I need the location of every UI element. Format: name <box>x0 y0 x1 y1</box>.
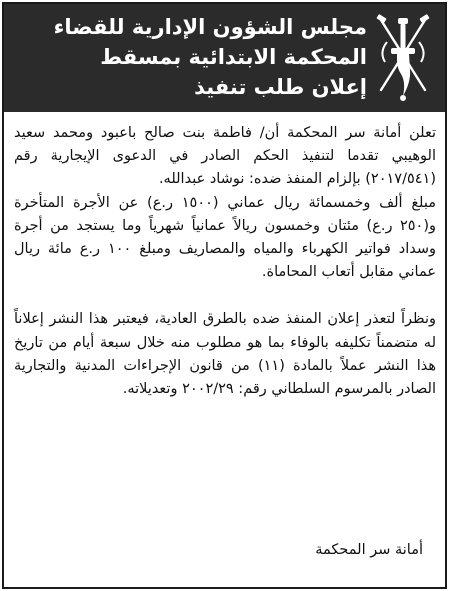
council-title: مجلس الشؤون الإدارية للقضاء <box>53 15 367 39</box>
body-paragraph-notice: ونظراً لتعذر إعلان المنفذ ضده بالطرق العادية، فيعتبر هذا النشر إعلاناً له متضمناً تكليفه بالوفاء بما هو مطلوب منه خلال سبعة أيام من تاريخ هذا النشر عملاً بالمادة (١١) من قانون الإجراءات المدنية والتجارية الصادر بالمرسوم السلطاني رقم: ٢٠٠٢/٢٩ وتعديلاته. <box>14 311 436 398</box>
announcement-body <box>14 122 436 401</box>
oman-national-emblem-icon <box>373 12 433 104</box>
signature: أمانة سر المحكمة <box>315 542 423 558</box>
body-paragraph-request: تعلن أمانة سر المحكمة أن/ فاطمة بنت صالح باعبود ومحمد سعيد الوهيبي تقدما لتنفيذ الحكم الصادر في الدعوى الإيجارية رقم (٢٠١٧/٥٤١) بإلزام المنفذ ضده: نوشاد عبدالله. <box>14 125 436 188</box>
body-paragraph-amounts: مبلغ ألف وخمسمائة ريال عماني (١٥٠٠ ر.ع) عن الأجرة المتأخرة و(٢٥٠ ر.ع) مئتان وخمسون ريالاً عمانياً شهرياً وما يستجد من أجرة وسداد فواتير الكهرباء والمياه والمصاريف ومبلغ ١٠٠ ر.ع مائة ريال عماني مقابل أتعاب المحاماة. <box>14 194 437 281</box>
header-title-block <box>17 12 367 102</box>
announcement-header <box>4 4 445 112</box>
notice-type: إعلان طلب تنفيذ <box>194 75 367 99</box>
announcement-frame <box>2 2 447 589</box>
court-name: المحكمة الابتدائية بمسقط <box>100 45 367 69</box>
